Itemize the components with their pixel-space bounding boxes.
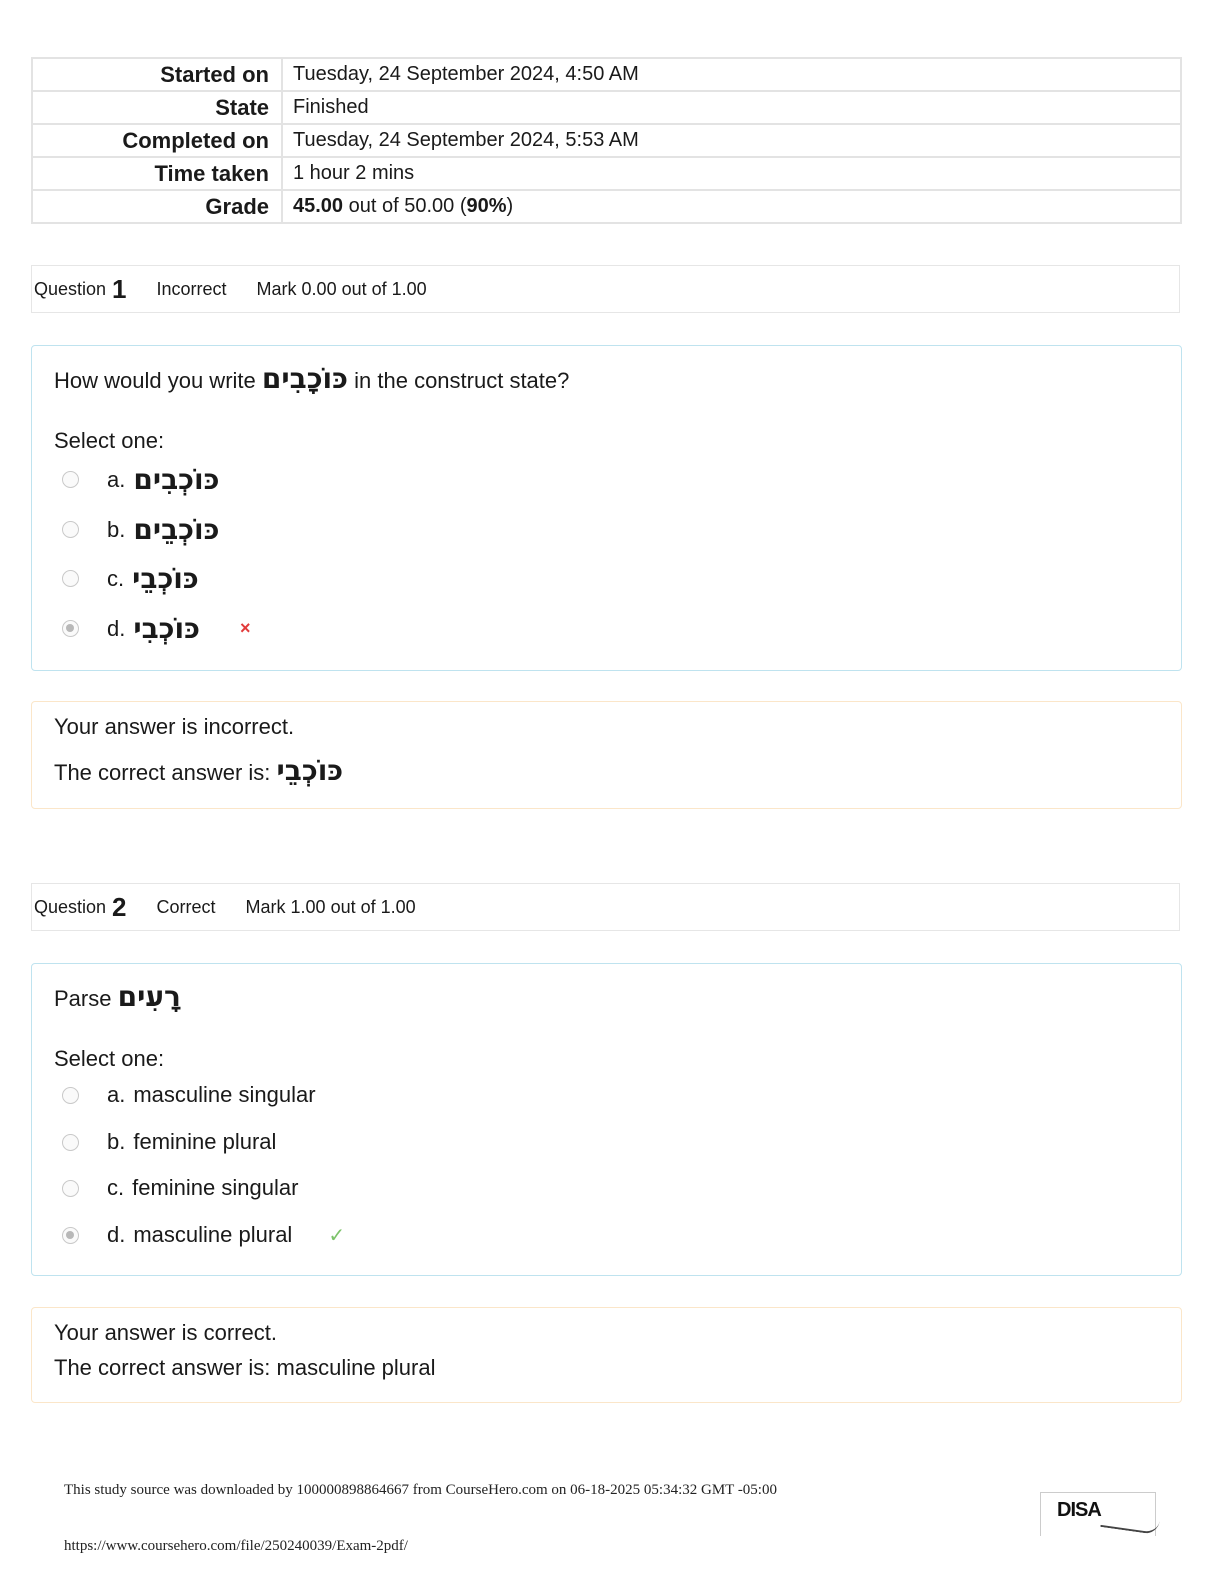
select-one-prompt: Select one: bbox=[54, 428, 165, 453]
answer-option-d[interactable] bbox=[62, 1222, 345, 1248]
answer-option-c[interactable] bbox=[62, 1175, 298, 1201]
attempt-summary-table bbox=[31, 57, 1182, 224]
option-letter: b. bbox=[107, 516, 126, 542]
question-grade: Mark 1.00 out of 1.00 bbox=[245, 896, 416, 917]
answer-option-d[interactable] bbox=[62, 612, 251, 645]
option-text: כּוֹכְבֵים bbox=[133, 513, 220, 546]
radio-button[interactable] bbox=[62, 1087, 79, 1104]
summary-label: Grade bbox=[32, 190, 282, 223]
summary-label: State bbox=[32, 91, 282, 124]
summary-value: Finished bbox=[282, 91, 1181, 124]
correct-answer-line bbox=[54, 1355, 435, 1381]
question-2-content bbox=[31, 963, 1182, 1276]
question-text bbox=[54, 980, 181, 1013]
summary-label: Completed on bbox=[32, 124, 282, 157]
summary-row-time-taken bbox=[32, 157, 1181, 190]
option-letter: c. bbox=[107, 565, 125, 591]
incorrect-icon: × bbox=[240, 618, 251, 638]
summary-label: Time taken bbox=[32, 157, 282, 190]
summary-value: 1 hour 2 mins bbox=[282, 157, 1181, 190]
question-2-info bbox=[31, 883, 1180, 931]
option-letter: d. bbox=[107, 615, 126, 641]
question-text bbox=[54, 362, 569, 395]
option-text: masculine singular bbox=[133, 1082, 316, 1107]
summary-value: Tuesday, 24 September 2024, 5:53 AM bbox=[282, 124, 1181, 157]
correct-answer-prefix: The correct answer is: bbox=[54, 760, 277, 785]
summary-label: Started on bbox=[32, 58, 282, 91]
question-hebrew-word: רָעִים bbox=[117, 980, 181, 1013]
question-label: Question bbox=[34, 896, 107, 917]
disa-logo bbox=[1040, 1492, 1156, 1536]
download-note: This study source was downloaded by 100000898864667 from CourseHero.com on 06-18-2025 05:34:32 GMT -05:00 bbox=[64, 1482, 777, 1498]
question-number: 2 bbox=[112, 891, 127, 922]
grade-out-of: out of 50.00 ( bbox=[343, 195, 467, 217]
radio-button[interactable] bbox=[62, 1180, 79, 1197]
summary-row-state bbox=[32, 91, 1181, 124]
question-1-feedback bbox=[31, 701, 1182, 809]
question-number: 1 bbox=[112, 273, 127, 304]
radio-button[interactable] bbox=[62, 1134, 79, 1151]
logo-text: DISA bbox=[1057, 1499, 1101, 1521]
grade-close-paren: ) bbox=[506, 195, 514, 217]
option-letter: c. bbox=[107, 1175, 125, 1200]
logo-swoosh-icon bbox=[1100, 1513, 1159, 1535]
radio-button-selected[interactable] bbox=[62, 1227, 79, 1244]
question-state: Correct bbox=[156, 896, 216, 917]
correct-check-icon: ✓ bbox=[328, 1224, 346, 1247]
answer-option-a[interactable] bbox=[62, 463, 220, 496]
summary-value: Tuesday, 24 September 2024, 4:50 AM bbox=[282, 58, 1181, 91]
option-text: feminine singular bbox=[132, 1175, 299, 1200]
answer-option-a[interactable] bbox=[62, 1082, 316, 1108]
question-2-feedback bbox=[31, 1307, 1182, 1403]
answer-option-c[interactable] bbox=[62, 562, 199, 595]
radio-button[interactable] bbox=[62, 471, 79, 488]
option-text: masculine plural bbox=[133, 1222, 293, 1247]
question-grade: Mark 0.00 out of 1.00 bbox=[256, 278, 427, 299]
feedback-text: Your answer is incorrect. bbox=[54, 714, 295, 739]
option-text: כּוֹכְבֵי bbox=[132, 562, 199, 595]
option-letter: a. bbox=[107, 1082, 126, 1107]
grade-percent: 90% bbox=[466, 195, 507, 217]
option-text: כּוֹכְבִים bbox=[133, 463, 220, 496]
correct-answer: masculine plural bbox=[276, 1355, 436, 1380]
feedback-text: Your answer is correct. bbox=[54, 1320, 277, 1345]
summary-row-completed bbox=[32, 124, 1181, 157]
summary-row-started bbox=[32, 58, 1181, 91]
question-1-info bbox=[31, 265, 1180, 313]
question-text-before: How would you write bbox=[54, 368, 262, 393]
question-text-before: Parse bbox=[54, 986, 118, 1011]
question-label: Question bbox=[34, 278, 107, 299]
radio-button-selected[interactable] bbox=[62, 620, 79, 637]
question-state: Incorrect bbox=[156, 278, 227, 299]
answer-option-b[interactable] bbox=[62, 1129, 276, 1155]
correct-answer: כּוֹכְבֵי bbox=[276, 754, 344, 787]
question-1-content bbox=[31, 345, 1182, 671]
grade-score: 45.00 bbox=[293, 195, 344, 217]
radio-button[interactable] bbox=[62, 570, 79, 587]
option-letter: a. bbox=[107, 466, 126, 492]
correct-answer-line bbox=[54, 754, 343, 787]
option-text: כּוֹכְבִי bbox=[133, 612, 201, 645]
radio-button[interactable] bbox=[62, 521, 79, 538]
option-text: feminine plural bbox=[133, 1129, 277, 1154]
question-hebrew-word: כּוֹכָבִים bbox=[261, 362, 349, 395]
summary-row-grade bbox=[32, 190, 1181, 223]
question-text-after: in the construct state? bbox=[348, 368, 570, 393]
grade-value bbox=[282, 190, 1181, 223]
select-one-prompt: Select one: bbox=[54, 1046, 165, 1071]
option-letter: d. bbox=[107, 1222, 126, 1247]
option-letter: b. bbox=[107, 1129, 126, 1154]
answer-option-b[interactable] bbox=[62, 513, 220, 546]
source-url[interactable]: https://www.coursehero.com/file/250240039/Exam-2pdf/ bbox=[64, 1538, 408, 1554]
correct-answer-prefix: The correct answer is: bbox=[54, 1355, 277, 1380]
